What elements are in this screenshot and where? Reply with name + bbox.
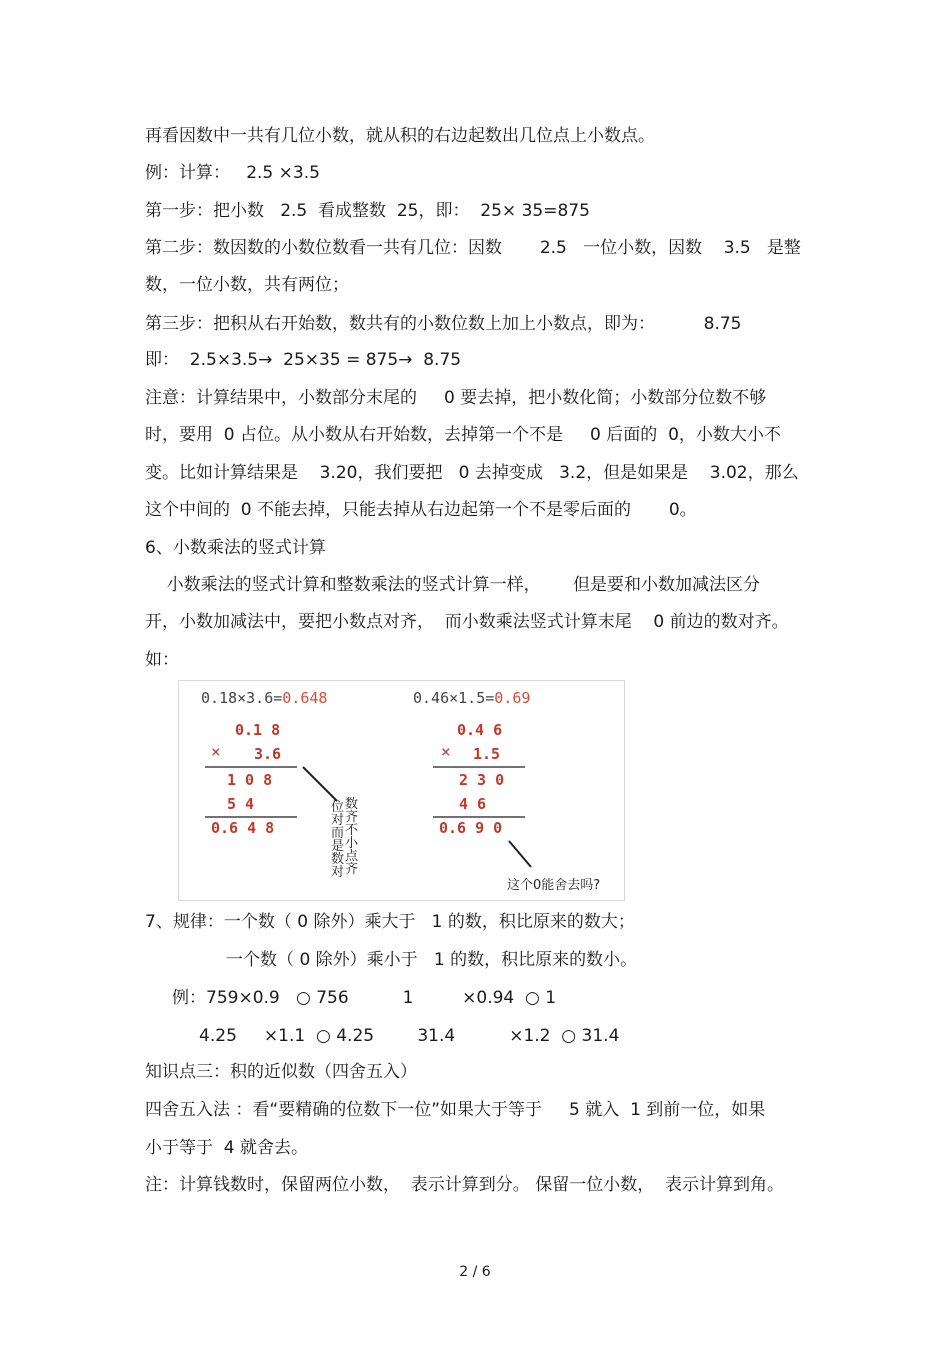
text-line: 注：计算钱数时，保留两位小数， 表示计算到分。 保留一位小数， 表示计算到角。	[145, 1175, 785, 1195]
text-line: 四舍五入法 ：看“要精确的位数下一位”如果大于等于 5 就入 1 到前一位，如果	[145, 1100, 766, 1120]
left-note-char: 不	[345, 823, 359, 838]
text-line: 如：	[145, 650, 179, 670]
right-multiplier: 1.5	[473, 745, 501, 763]
left-note-char: 而	[331, 826, 345, 841]
vertical-multiplication-figure	[178, 680, 625, 901]
left-note-char: 位	[331, 800, 345, 815]
right-equation	[413, 689, 530, 707]
left-note-char: 数	[331, 852, 345, 867]
text-line: 变。比如计算结果是 3.20，我们要把 0 去掉变成 3.2，但是如果是 3.02，那么	[145, 463, 799, 483]
right-partial-1: 2 3 0	[459, 771, 505, 789]
right-arrow	[509, 841, 531, 867]
section-heading: 知识点三：积的近似数（四舍五入）	[145, 1062, 417, 1082]
text-line: 一个数（ 0 除外）乘小于 1 的数，积比原来的数小。	[145, 950, 638, 970]
rule-heading: 7、规律：一个数（ 0 除外）乘大于 1 的数，积比原来的数大；	[145, 912, 635, 932]
left-partial-1: 1 0 8	[227, 771, 273, 789]
right-equation-lhs: 0.46×1.5=	[413, 689, 495, 707]
page-number: 2 / 6	[459, 1264, 491, 1280]
example-line: 4.25 ×1.1 ○ 4.25 31.4 ×1.2 ○ 31.4	[145, 1026, 620, 1046]
text-line: 时，要用 0 占位。从小数从右开始数，去掉第一个不是 0 后面的 0，小数大小不	[145, 425, 781, 445]
left-multiplicand: 0.1 8	[235, 721, 281, 739]
right-multiplicand: 0.4 6	[457, 721, 503, 739]
left-note-char: 对	[331, 813, 345, 828]
right-times-sign: ×	[441, 742, 451, 761]
right-partial-2: 4 6	[459, 795, 487, 813]
left-multiplier: 3.6	[254, 745, 282, 763]
left-note-char: 点	[345, 849, 359, 864]
text-line: 例：计算： 2.5 ×3.5	[145, 163, 320, 183]
right-equation-result: 0.69	[494, 689, 531, 707]
text-line: 第一步：把小数 2.5 看成整数 25，即： 25× 35=875	[145, 201, 590, 221]
example-line: 例：759×0.9 ○ 756 1 ×0.94 ○ 1	[145, 988, 557, 1008]
left-times-sign: ×	[211, 742, 221, 761]
left-arrow	[303, 767, 337, 801]
left-partial-2: 5 4	[227, 795, 255, 813]
text-line: 这个中间的 0 不能去掉，只能去掉从右边起第一个不是零后面的 0。	[145, 500, 697, 520]
left-equation	[201, 689, 327, 707]
section-heading: 6、小数乘法的竖式计算	[145, 538, 326, 558]
left-equation-result: 0.648	[282, 689, 328, 707]
text-line: 小于等于 4 就舍去。	[145, 1138, 309, 1158]
text-line: 再看因数中一共有几位小数，就从积的右边起数出几位点上小数点。	[145, 126, 655, 146]
left-note-char: 是	[331, 839, 345, 854]
text-line: 即： 2.5×3.5→ 25×35 = 875→ 8.75	[145, 350, 462, 370]
left-note-char: 对	[331, 865, 345, 880]
text-line: 数，一位小数，共有两位；	[145, 275, 349, 295]
left-equation-lhs: 0.18×3.6=	[201, 689, 283, 707]
text-line: 开，小数加减法中，要把小数点对齐， 而小数乘法竖式计算末尾 0 前边的数对齐。	[145, 612, 789, 632]
left-note-char: 齐	[345, 810, 359, 825]
left-note-char: 齐	[345, 862, 359, 877]
left-note-char: 小	[345, 836, 359, 851]
text-line: 小数乘法的竖式计算和整数乘法的竖式计算一样， 但是要和小数加减法区分	[145, 575, 761, 595]
text-line: 第二步：数因数的小数位数看一共有几位：因数 2.5 一位小数，因数 3.5 是整	[145, 238, 801, 258]
left-product: 0.6 4 8	[211, 819, 275, 837]
text-line: 注意：计算结果中，小数部分末尾的 0 要去掉，把小数化简；小数部分位数不够	[145, 388, 767, 408]
text-line: 第三步：把积从右开始数，数共有的小数位数上加上小数点，即为： 8.75	[145, 314, 742, 334]
left-note-char: 数	[345, 797, 359, 812]
right-note: 这个0能舍去吗?	[507, 878, 601, 893]
right-product: 0.6 9 0	[439, 819, 503, 837]
